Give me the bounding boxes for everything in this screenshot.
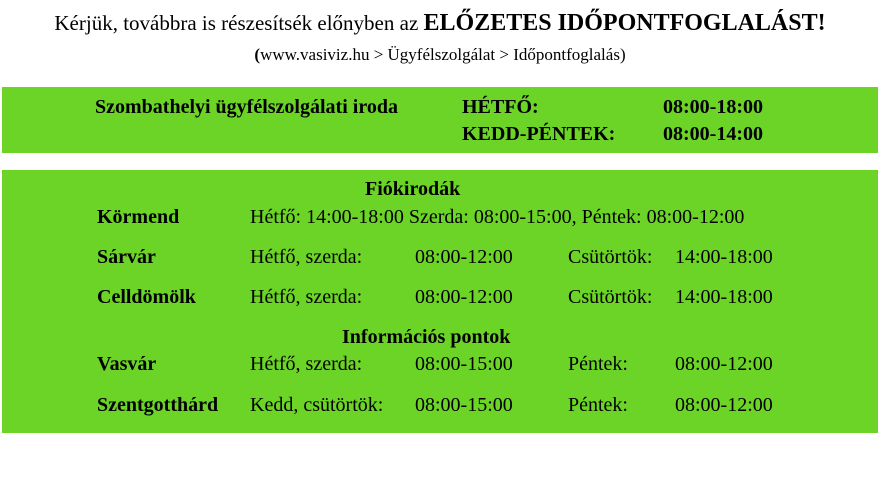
booking-path-open-paren: (: [254, 45, 261, 64]
notice-text: Kérjük, továbbra is részesítsék előnyben az: [54, 11, 424, 35]
info-point-szentgotthard-days2: Péntek:: [568, 394, 628, 416]
info-point-vasvar-name: Vasvár: [97, 353, 157, 375]
branch-kormend-schedule: Hétfő: 14:00-18:00 Szerda: 08:00-15:00, Péntek: 08:00-12:00: [250, 206, 745, 228]
branch-celldomolk-days1: Hétfő, szerda:: [250, 286, 363, 308]
notice-emphasis: ELŐZETES IDŐPONTFOGLALÁST!: [423, 10, 826, 36]
info-point-vasvar-time1: 08:00-15:00: [415, 353, 513, 375]
branch-celldomolk-days2: Csütörtök:: [568, 286, 653, 308]
branch-sarvar-days1: Hétfő, szerda:: [250, 246, 363, 268]
info-point-vasvar-days1: Hétfő, szerda:: [250, 353, 363, 375]
info-point-vasvar-time2: 08:00-12:00: [675, 353, 773, 375]
branches-title: Fiókirodák: [365, 178, 461, 200]
branch-sarvar-name: Sárvár: [97, 246, 156, 268]
info-point-szentgotthard-time1: 08:00-15:00: [415, 394, 513, 416]
booking-path: [0, 45, 880, 65]
main-office-name: Szombathelyi ügyfélszolgálati iroda: [95, 96, 398, 118]
info-point-szentgotthard-time2: 08:00-12:00: [675, 394, 773, 416]
main-office-time-tue-fri: 08:00-14:00: [663, 123, 763, 145]
info-point-szentgotthard-days1: Kedd, csütörtök:: [250, 394, 384, 416]
main-office-day-monday: HÉTFŐ:: [462, 96, 539, 118]
branch-celldomolk-time2: 14:00-18:00: [675, 286, 773, 308]
branch-sarvar-time2: 14:00-18:00: [675, 246, 773, 268]
booking-path-text: www.vasiviz.hu > Ügyfélszolgálat > Időpontfoglalás): [260, 45, 626, 64]
branch-kormend-name: Körmend: [97, 206, 180, 228]
main-office-time-monday: 08:00-18:00: [663, 96, 763, 118]
branch-celldomolk-time1: 08:00-12:00: [415, 286, 513, 308]
branch-celldomolk-name: Celldömölk: [97, 286, 196, 308]
info-points-title: Információs pontok: [342, 326, 511, 348]
branch-sarvar-days2: Csütörtök:: [568, 246, 653, 268]
branch-sarvar-time1: 08:00-12:00: [415, 246, 513, 268]
info-point-szentgotthard-name: Szentgotthárd: [97, 394, 219, 416]
main-office-day-tue-fri: KEDD-PÉNTEK:: [462, 123, 616, 145]
info-point-vasvar-days2: Péntek:: [568, 353, 628, 375]
appointment-notice: [0, 10, 880, 37]
